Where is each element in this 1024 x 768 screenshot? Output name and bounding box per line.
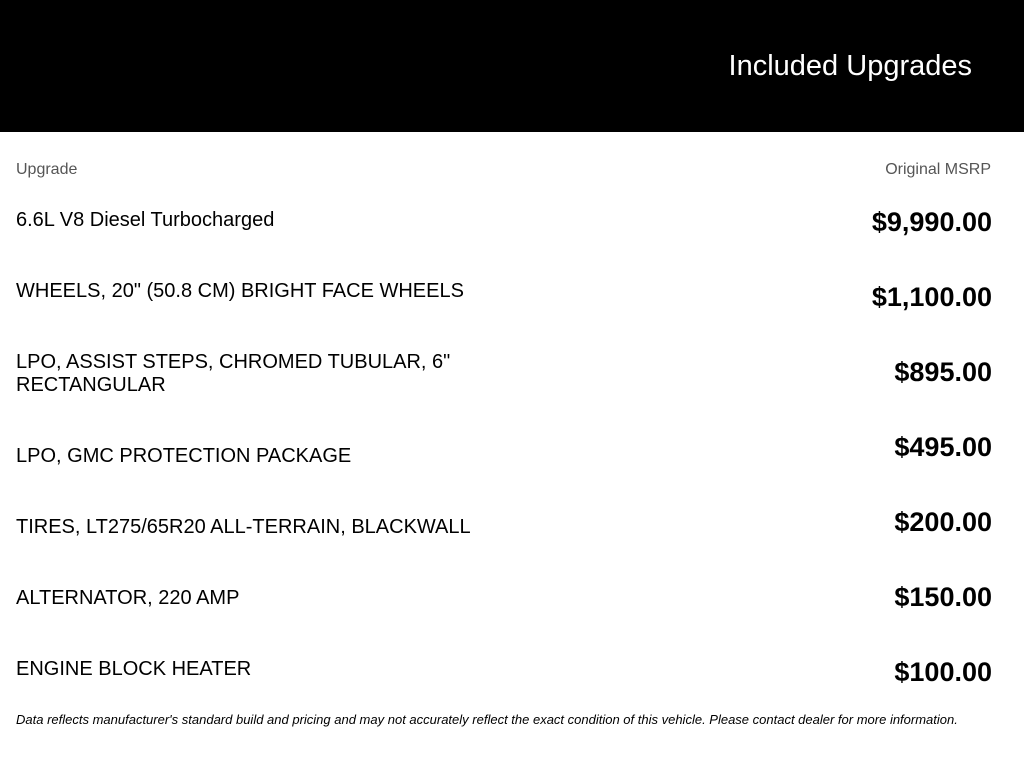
column-header-msrp: Original MSRP [885,161,991,178]
upgrade-price: $9,990.00 [871,207,992,237]
page-title: Included Upgrades [728,50,972,82]
disclaimer-footnote: Data reflects manufacturer's standard build and pricing and may not accurately reflect the exact condition of this vehicle. Please contact dealer for more information. [16,712,958,727]
upgrade-name: ENGINE BLOCK HEATER [16,658,252,680]
column-header-upgrade: Upgrade [16,161,78,178]
upgrade-name: LPO, GMC PROTECTION PACKAGE [16,445,352,467]
upgrade-name: 6.6L V8 Diesel Turbocharged [16,209,275,231]
upgrade-name: WHEELS, 20" (50.8 CM) BRIGHT FACE WHEELS [16,280,464,302]
upgrade-price: $100.00 [894,657,992,687]
upgrade-price: $150.00 [894,582,992,612]
upgrade-price: $495.00 [894,432,992,462]
upgrade-price: $200.00 [894,507,992,537]
upgrade-price: $1,100.00 [871,282,992,312]
upgrade-price: $895.00 [894,357,992,387]
upgrade-name: ALTERNATOR, 220 AMP [16,587,240,609]
upgrade-name: LPO, ASSIST STEPS, CHROMED TUBULAR, 6" RECTANGULAR [16,351,451,396]
upgrade-name: TIRES, LT275/65R20 ALL-TERRAIN, BLACKWALL [16,516,471,538]
header-bar [0,0,1024,132]
